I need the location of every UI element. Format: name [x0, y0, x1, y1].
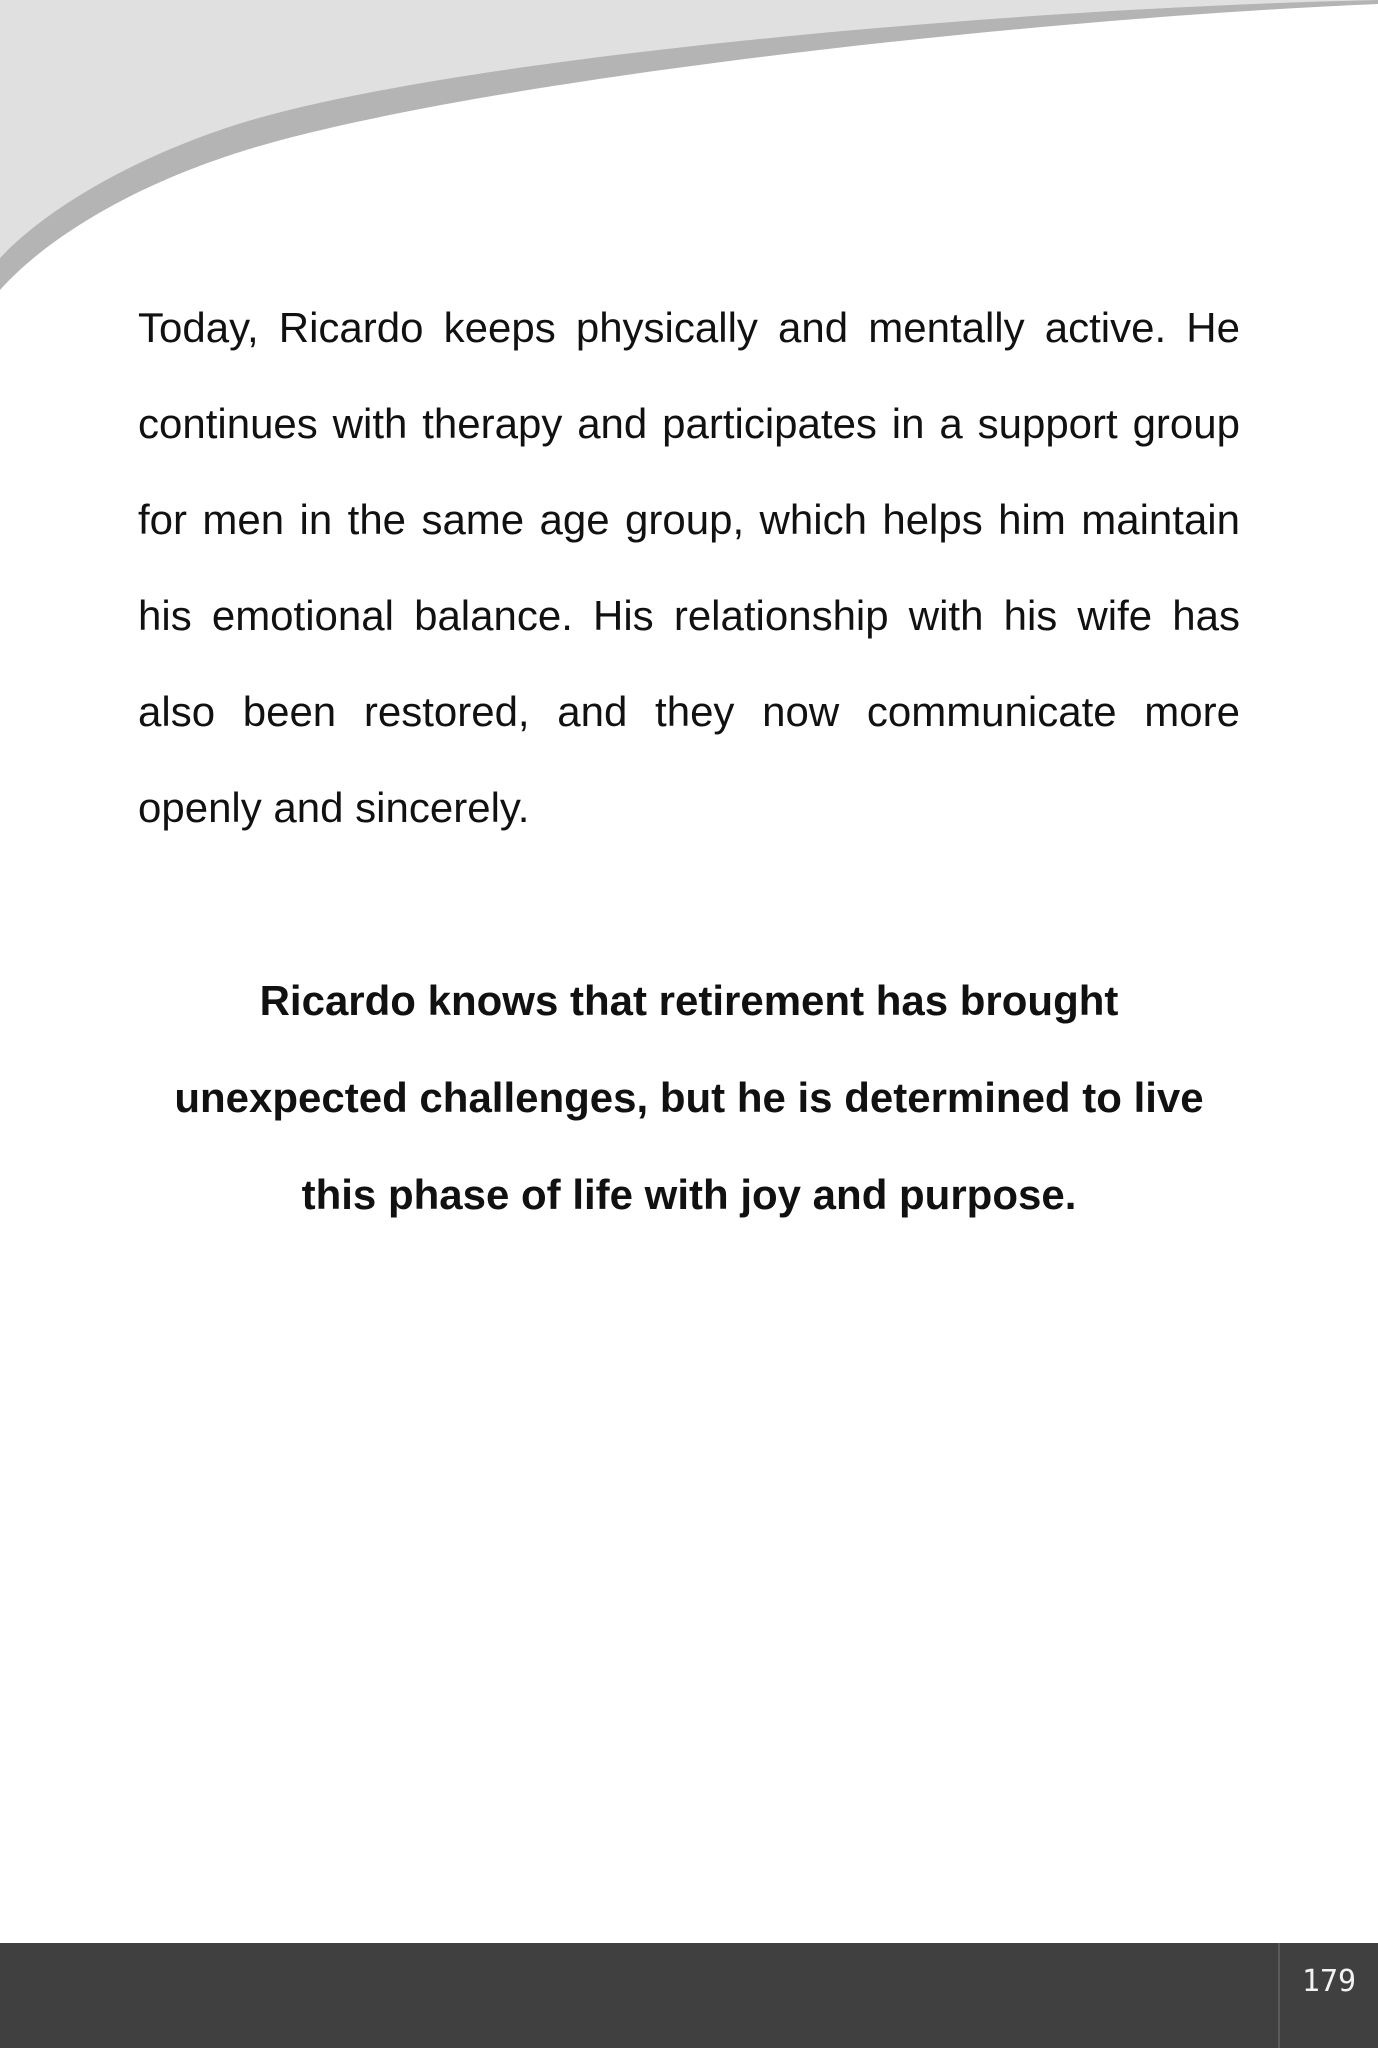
- closing-statement: [138, 952, 1240, 1243]
- page-number: 179: [1301, 1964, 1357, 1999]
- closing-statement-line-3: this phase of life with joy and purpose.: [301, 1171, 1077, 1218]
- page-number-box: [1278, 1943, 1378, 2048]
- body-paragraph: Today, Ricardo keeps physically and mentally active. He continues with therapy and participates in a support group for men in the same age group, which helps him maintain his emotional balance. His relationship with his wife has also been restored, and they now communicate more openly and sincerely.: [138, 304, 1240, 831]
- footer-bar: [0, 1943, 1378, 2048]
- decorative-corner-swoosh: [0, 0, 1378, 300]
- swoosh-light-fill: [0, 0, 1378, 258]
- closing-statement-line-1: Ricardo knows that retirement has brought: [259, 977, 1119, 1024]
- closing-statement-line-2: unexpected challenges, but he is determined to live: [174, 1074, 1204, 1121]
